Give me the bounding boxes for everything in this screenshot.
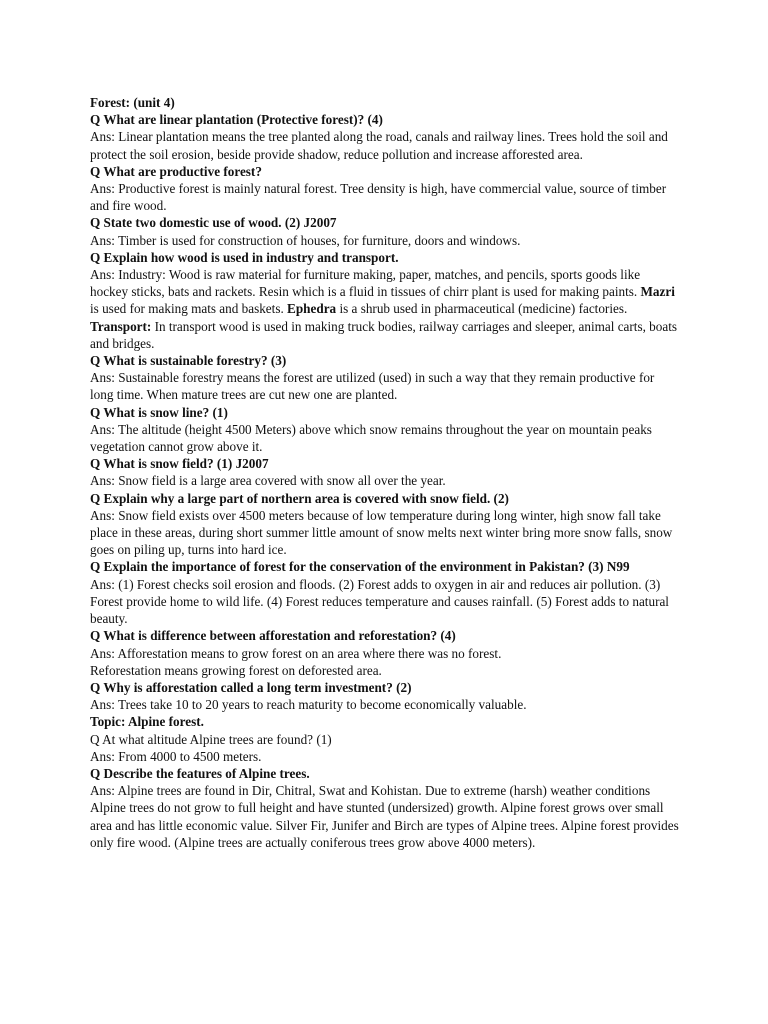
answer: Ans: Linear plantation means the tree planted along the road, canals and railway lines. Trees hold the soil and protect the soil erosion, beside provide shadow, reduce pollution and increase afforested area. bbox=[90, 129, 668, 162]
topic-heading: Topic: Alpine forest. bbox=[90, 714, 204, 730]
question: Q What is sustainable forestry? (3) bbox=[90, 353, 287, 369]
question: Q What are linear plantation (Protective forest)? (4) bbox=[90, 112, 383, 128]
answer: Ans: (1) Forest checks soil erosion and floods. (2) Forest adds to oxygen in air and reduces air pollution. (3) Forest provide home to wild life. (4) Forest reduces temperature and causes rainfall. (5) Forest adds to natural beauty. bbox=[90, 576, 669, 627]
term-ephedra: Ephedra bbox=[287, 301, 337, 317]
document-page bbox=[90, 94, 680, 851]
answer: Ans: Trees take 10 to 20 years to reach maturity to become economically valuable. bbox=[90, 697, 527, 713]
answer-text: is a shrub used in pharmaceutical (medicine) factories. bbox=[336, 301, 628, 317]
label-transport: Transport: bbox=[90, 318, 152, 334]
answer-industry bbox=[90, 266, 680, 318]
answer: Ans: Alpine trees are found in Dir, Chitral, Swat and Kohistan. Due to extreme (harsh) weather conditions Alpine trees do not grow to full height and have stunted (undersized) growth. Alpine forest grows over small area and has little economic value. Silver Fir, Junifer and Birch are types of Alpine trees. Alpine forest provides only fire wood. (Alpine trees are actually coniferous trees grow above 4000 meters). bbox=[90, 783, 679, 850]
question: Q What is snow field? (1) J2007 bbox=[90, 456, 269, 472]
answer-text: In transport wood is used in making truck bodies, railway carriages and sleeper, animal carts, boats and bridges. bbox=[90, 318, 678, 351]
answer: Ans: Timber is used for construction of houses, for furniture, doors and windows. bbox=[90, 232, 521, 248]
answer: Ans: The altitude (height 4500 Meters) above which snow remains throughout the year on mountain peaks vegetation cannot grow above it. bbox=[90, 421, 652, 455]
answer: Reforestation means growing forest on deforested area. bbox=[90, 662, 382, 678]
answer: Ans: Snow field is a large area covered with snow all over the year. bbox=[90, 473, 446, 489]
question: Q Why is afforestation called a long term investment? (2) bbox=[90, 679, 412, 695]
answer-text: Ans: Industry: Wood is raw material for furniture making, paper, matches, and pencils, sports goods like hockey sticks, bats and rackets. Resin which is a fluid in tissues of chirr plant is used for making paints. bbox=[90, 267, 641, 300]
answer: Ans: Sustainable forestry means the forest are utilized (used) in such a way that they remain productive for long time. When mature trees are cut new one are planted. bbox=[90, 370, 655, 403]
question: Q Explain why a large part of northern area is covered with snow field. (2) bbox=[90, 490, 509, 506]
question: Q What are productive forest? bbox=[90, 163, 262, 179]
question: Q Describe the features of Alpine trees. bbox=[90, 765, 310, 781]
question-plain: Q At what altitude Alpine trees are found? (1) bbox=[90, 731, 332, 747]
answer: Ans: From 4000 to 4500 meters. bbox=[90, 748, 262, 764]
answer-transport bbox=[90, 318, 680, 352]
answer: Ans: Afforestation means to grow forest on an area where there was no forest. bbox=[90, 645, 502, 661]
question: Q What is snow line? (1) bbox=[90, 404, 228, 420]
answer: Ans: Productive forest is mainly natural forest. Tree density is high, have commercial value, source of timber and fire wood. bbox=[90, 181, 667, 214]
answer-text: is used for making mats and baskets. bbox=[90, 301, 288, 317]
answer: Ans: Snow field exists over 4500 meters because of low temperature during long winter, high snow fall take place in these areas, during short summer little amount of snow melts next winter bring more snow falls, snow goes on piling up, turns into hard ice. bbox=[90, 507, 673, 558]
question: Q Explain how wood is used in industry and transport. bbox=[90, 249, 399, 265]
question: Q Explain the importance of forest for the conservation of the environment in Pakistan? (3) N99 bbox=[90, 559, 630, 575]
document-title: Forest: (unit 4) bbox=[90, 95, 175, 110]
question: Q State two domestic use of wood. (2) J2007 bbox=[90, 215, 337, 231]
question: Q What is difference between afforestation and reforestation? (4) bbox=[90, 628, 456, 644]
term-mazri: Mazri bbox=[640, 284, 675, 300]
